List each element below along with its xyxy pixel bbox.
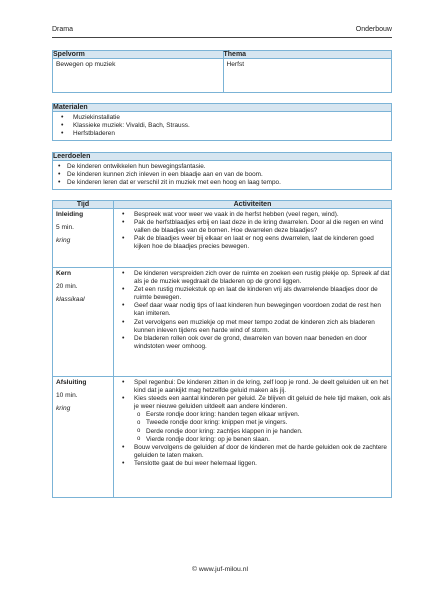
list-item: • Klassieke muziek: Vivaldi, Bach, Strauss. <box>73 122 391 130</box>
sub-list-item: o Vierde rondje door kring: op je benen slaan. <box>146 436 391 444</box>
list-item: • Kies steeds een aantal kinderen per geluid. Ze blijven dit geluid de hele tijd maken, ook als je weer nieuwe geluiden uitdeelt aan andere kinderen. <box>134 395 391 411</box>
spelvorm-header: Spelvorm <box>53 51 224 59</box>
sub-list-item: o Eerste rondje door kring: handen tegen elkaar wrijven. <box>146 411 391 419</box>
table-row <box>53 268 392 377</box>
list-item: • De kinderen leren dat er verschil zit in muziek met een hoog en laag tempo. <box>67 179 391 187</box>
duration-label: 10 min. <box>56 392 78 399</box>
tijd-header: Tijd <box>53 201 114 209</box>
form-label: kring <box>56 237 71 244</box>
list-item: • Zet een rustig muziekstuk op en laat de kinderen vrij als dwarrelende blaadjes door de ruimte bewegen. <box>134 286 391 302</box>
activity-list <box>114 268 391 353</box>
table-row <box>53 209 392 268</box>
phase-label: Kern <box>56 270 72 277</box>
list-item: • Bouw vervolgens de geluiden af door de kinderen met de harde geluiden ook de zachtere geluiden te laten maken. <box>134 444 391 460</box>
duration-label: 5 min. <box>56 224 74 231</box>
thema-header: Thema <box>223 51 392 59</box>
sub-list-item: o Derde rondje door kring: zachtjes klappen in je handen. <box>146 428 391 436</box>
subject-label: Drama <box>52 26 74 33</box>
header-divider <box>52 37 392 38</box>
table-row <box>53 377 392 498</box>
list-item: • Bespreek wat voor weer we vaak in de herfst hebben (veel regen, wind). <box>134 211 391 219</box>
list-item: • De bladeren rollen ook over de grond, dwarrelen van boven naar beneden en door windstoten weer omhoog. <box>134 335 391 351</box>
phase-label: Afsluiting <box>56 379 87 386</box>
schedule-table <box>52 200 392 498</box>
form-label: klassikaal <box>56 296 85 303</box>
leerdoelen-list <box>53 161 391 189</box>
leerdoelen-header: Leerdoelen <box>53 153 392 161</box>
activiteiten-header: Activiteiten <box>114 201 392 209</box>
materialen-list <box>53 112 391 140</box>
level-label: Onderbouw <box>355 26 392 33</box>
list-item: • De kinderen kunnen zich inleven in een blaadje aan en van de boom. <box>67 171 391 179</box>
phase-label: Inleiding <box>56 211 84 218</box>
spelvorm-value: Bewegen op muziek <box>56 61 116 68</box>
list-item: • Geef daar waar nodig tips of laat kinderen hun bewegingen voordoen zodat de rest hen kan imiteren. <box>134 302 391 318</box>
sub-activity-list <box>114 411 391 443</box>
sub-list-item: o Tweede rondje door kring: knippen met je vingers. <box>146 419 391 427</box>
form-label: kring <box>56 405 71 412</box>
activity-list <box>114 209 391 253</box>
list-item: • Pak de herfstblaadjes erbij en laat deze in de kring dwarrelen. Door al die regen en wind vallen de blaadjes van de bomen. Hoe dwarrelen deze blaadjes? <box>134 219 391 235</box>
list-item: • De kinderen verspreiden zich over de ruimte en zoeken een rustig plekje op. Spreek af dat als je de muziek wegdraait de bladeren op de grond liggen. <box>134 270 391 286</box>
list-item: • Muziekinstallatie <box>73 114 391 122</box>
list-item: • Zet vervolgens een muziekje op met meer tempo zodat de kinderen zich als bladeren kunnen inleven tijdens een harde wind of storm. <box>134 319 391 335</box>
list-item: • Herfstbladeren <box>73 130 391 138</box>
list-item: • Tenslotte gaat de bui weer helemaal liggen. <box>134 460 391 468</box>
thema-value: Herfst <box>226 61 245 68</box>
leerdoelen-table <box>52 152 392 190</box>
materialen-table <box>52 103 392 141</box>
activity-list <box>114 444 391 470</box>
info-table <box>52 50 392 93</box>
footer-copyright: © www.juf-milou.nl <box>192 566 248 573</box>
activity-list <box>114 377 391 411</box>
list-item: • Spel regenbui: De kinderen zitten in de kring, zelf loop je rond. Je deelt geluiden uit en het kind dat je aankijkt mag hetzelfde geluid maken als jij. <box>134 379 391 395</box>
list-item: • Pak de blaadjes weer bij elkaar en laat er nog eens dwarrelen, laat de kinderen goed kijken hoe de blaadjes precies bewegen. <box>134 235 391 251</box>
duration-label: 20 min. <box>56 283 78 290</box>
list-item: • De kinderen ontwikkelen hun bewegingsfantasie. <box>67 163 391 171</box>
materialen-header: Materialen <box>53 104 392 112</box>
